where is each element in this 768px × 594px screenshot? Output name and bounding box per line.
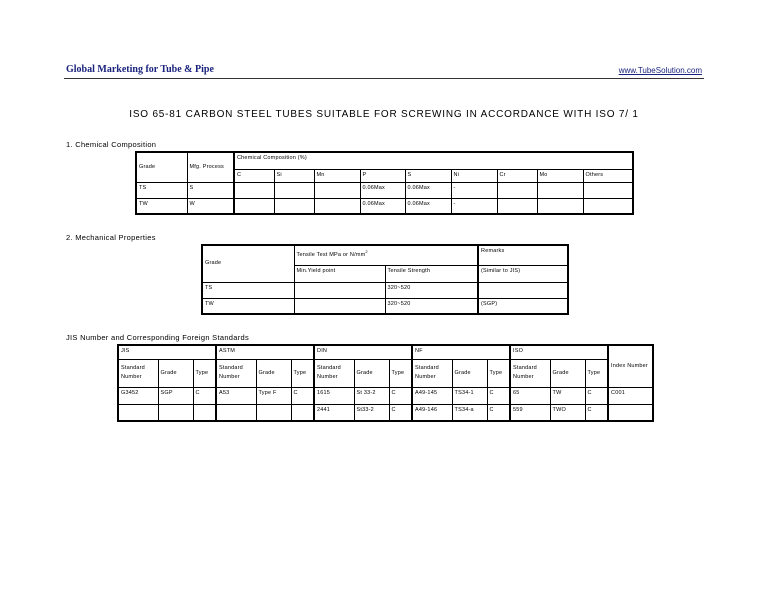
value-cell: - <box>451 198 497 214</box>
element-header: P <box>360 169 405 182</box>
table-row <box>202 282 568 298</box>
table-cell: A49-145 <box>412 387 452 404</box>
jis-standards-table <box>117 344 654 422</box>
table-row <box>136 198 633 214</box>
table-cell: TWO <box>550 404 585 421</box>
astm-group-header: ASTM <box>216 345 314 359</box>
table-cell: C <box>389 387 412 404</box>
value-cell <box>583 182 633 198</box>
value-cell <box>234 182 274 198</box>
table-cell: TS34-1 <box>452 387 487 404</box>
nf-group-header: NF <box>412 345 510 359</box>
table-cell <box>118 404 158 421</box>
table-cell <box>608 404 653 421</box>
table-cell: Type F <box>256 387 291 404</box>
grade-cell: TW <box>136 198 187 214</box>
table-cell: A49-146 <box>412 404 452 421</box>
jis-group-header: JIS <box>118 345 216 359</box>
table-cell: C <box>585 387 608 404</box>
table-cell: 2441 <box>314 404 354 421</box>
table-row <box>202 298 568 314</box>
strength-cell: 320~520 <box>385 298 478 314</box>
table-cell: C <box>487 387 510 404</box>
strength-cell: 320~520 <box>385 282 478 298</box>
value-cell <box>497 198 537 214</box>
chemical-composition-heading: 1. Chemical Composition <box>66 140 157 149</box>
value-cell <box>314 198 360 214</box>
value-cell <box>234 198 274 214</box>
value-cell <box>497 182 537 198</box>
standard-number-header: Standard Number <box>118 359 158 387</box>
table-cell: C001 <box>608 387 653 404</box>
table-cell: SGP <box>158 387 193 404</box>
table-cell: A53 <box>216 387 256 404</box>
standard-number-header: Standard Number <box>314 359 354 387</box>
grade-header: Grade <box>158 359 193 387</box>
grade-header: Grade <box>452 359 487 387</box>
table-cell: G3452 <box>118 387 158 404</box>
table-cell: 1615 <box>314 387 354 404</box>
table-cell: C <box>585 404 608 421</box>
remarks-note: (Similar to JIS) <box>478 265 568 282</box>
value-cell <box>274 198 314 214</box>
process-cell: W <box>187 198 234 214</box>
element-header: Ni <box>451 169 497 182</box>
grade-header: Grade <box>354 359 389 387</box>
table-row <box>118 387 653 404</box>
remarks-cell: (SGP) <box>478 298 568 314</box>
table-cell: 65 <box>510 387 550 404</box>
jis-standards-heading: JIS Number and Corresponding Foreign Standards <box>66 333 250 342</box>
table-cell: C <box>389 404 412 421</box>
grade-cell: TS <box>202 282 294 298</box>
website-link[interactable]: www.TubeSolution.com <box>618 66 702 75</box>
table-cell <box>158 404 193 421</box>
grade-header: Grade <box>550 359 585 387</box>
value-cell: 0.06Max <box>360 182 405 198</box>
mech-grade-header: Grade <box>202 245 294 282</box>
element-header: S <box>405 169 451 182</box>
value-cell <box>274 182 314 198</box>
table-cell: TW <box>550 387 585 404</box>
mechanical-properties-table <box>201 244 569 315</box>
table-cell: St 33-2 <box>354 387 389 404</box>
chem-process-header: Mfg. Process <box>187 152 234 182</box>
value-cell <box>583 198 633 214</box>
value-cell <box>537 198 583 214</box>
table-row <box>136 182 633 198</box>
iso-group-header: ISO <box>510 345 608 359</box>
table-cell <box>193 404 216 421</box>
table-row <box>118 404 653 421</box>
tensile-strength-header: Tensile Strength <box>385 265 478 282</box>
standard-number-header: Standard Number <box>510 359 550 387</box>
chemical-composition-table <box>135 151 634 215</box>
value-cell: 0.06Max <box>360 198 405 214</box>
table-cell <box>216 404 256 421</box>
yield-point-header: Min.Yield point <box>294 265 385 282</box>
value-cell <box>314 182 360 198</box>
standard-number-header: Standard Number <box>412 359 452 387</box>
remarks-header: Remarks <box>478 245 568 265</box>
din-group-header: DIN <box>314 345 412 359</box>
element-header: Mo <box>537 169 583 182</box>
remarks-cell <box>478 282 568 298</box>
mechanical-properties-heading: 2. Mechanical Properties <box>66 233 156 242</box>
table-cell: C <box>291 387 314 404</box>
table-cell: C <box>193 387 216 404</box>
type-header: Type <box>193 359 216 387</box>
table-cell: TS34-a <box>452 404 487 421</box>
chem-grade-header: Grade <box>136 152 187 182</box>
grade-cell: TS <box>136 182 187 198</box>
index-number-header: Index Number <box>608 345 653 387</box>
yield-cell <box>294 282 385 298</box>
value-cell <box>537 182 583 198</box>
type-header: Type <box>585 359 608 387</box>
value-cell: - <box>451 182 497 198</box>
header-divider <box>64 78 704 79</box>
element-header: Others <box>583 169 633 182</box>
grade-cell: TW <box>202 298 294 314</box>
table-cell: St33-2 <box>354 404 389 421</box>
type-header: Type <box>389 359 412 387</box>
grade-header: Grade <box>256 359 291 387</box>
type-header: Type <box>291 359 314 387</box>
process-cell: S <box>187 182 234 198</box>
table-cell <box>291 404 314 421</box>
value-cell: 0.06Max <box>405 198 451 214</box>
chem-composition-header: Chemical Composition (%) <box>234 152 633 169</box>
tensile-test-header: Tensile Test MPa or $N/mm^2$ <box>294 245 478 265</box>
company-name: Global Marketing for Tube & Pipe <box>66 64 214 75</box>
table-cell: 559 <box>510 404 550 421</box>
element-header: Si <box>274 169 314 182</box>
value-cell: 0.06Max <box>405 182 451 198</box>
document-title: ISO 65-81 CARBON STEEL TUBES SUITABLE FOR SCREWING IN ACCORDANCE WITH ISO 7/ 1 <box>129 109 639 120</box>
standard-number-header: Standard Number <box>216 359 256 387</box>
table-cell <box>256 404 291 421</box>
element-header: Mn <box>314 169 360 182</box>
table-cell: C <box>487 404 510 421</box>
yield-cell <box>294 298 385 314</box>
type-header: Type <box>487 359 510 387</box>
element-header: C <box>234 169 274 182</box>
element-header: Cr <box>497 169 537 182</box>
